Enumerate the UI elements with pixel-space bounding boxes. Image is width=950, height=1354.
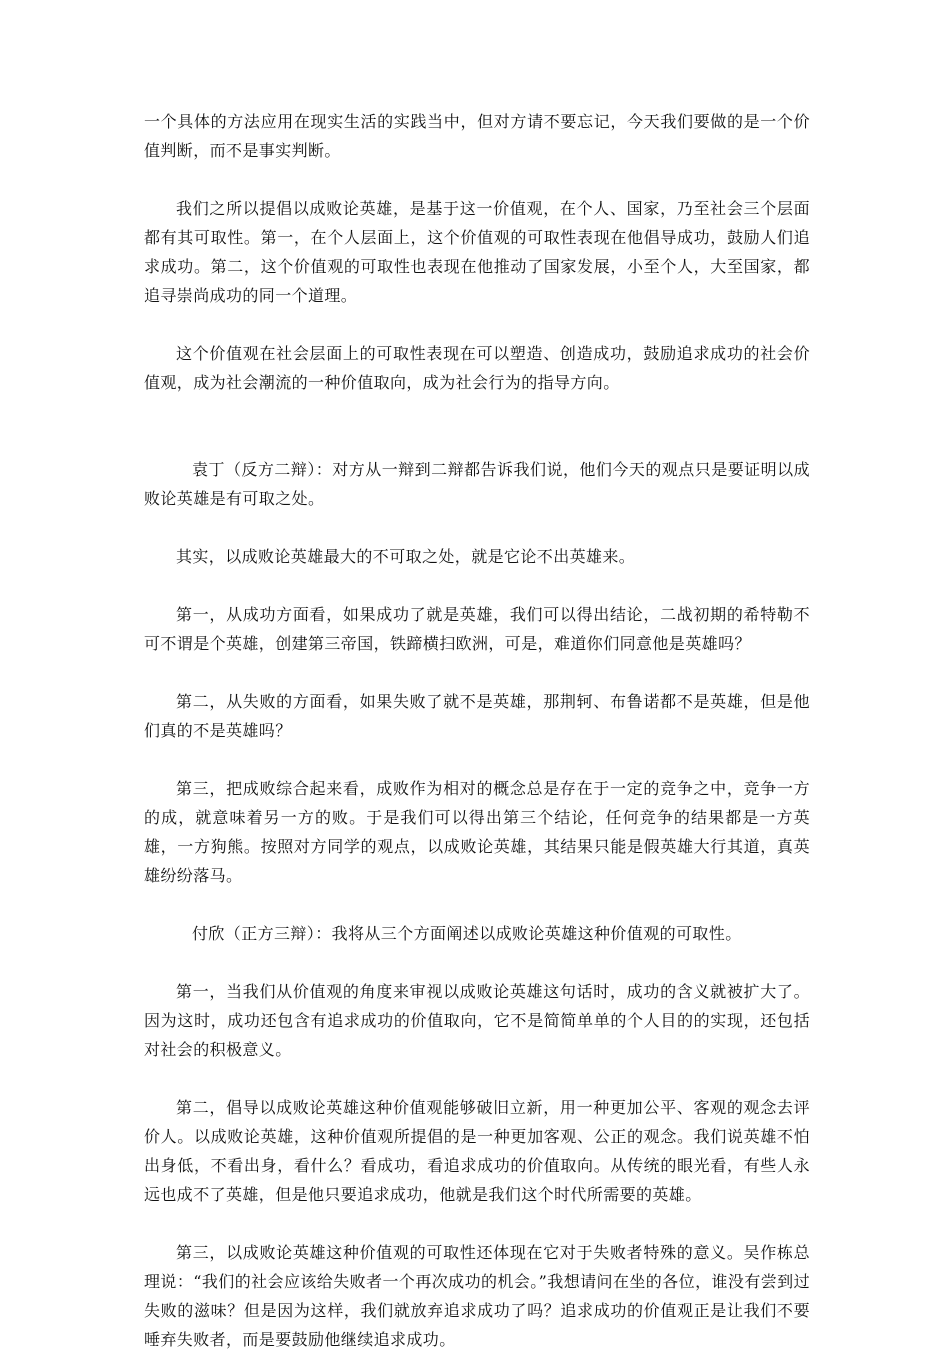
paragraph-gap: [144, 948, 810, 977]
paragraph-gap: [144, 1209, 810, 1238]
paragraph-fu-third: 第三，以成败论英雄这种价值观的可取性还体现在它对于失败者特殊的意义。吴作栋总理说：“我们的社会应该给失败者一个再次成功的机会。”我想请问在坐的各位，谁没有尝到过失败的滋味？但是因为这样，我们就放弃追求成功了吗？追求成功的价值观正是让我们不要唾弃失败者，而是要鼓励他继续追求成功。: [144, 1243, 810, 1349]
paragraph-gap: [144, 165, 810, 194]
paragraph-gap: [144, 890, 810, 919]
paragraph-gap: [144, 513, 810, 542]
paragraph-gap: [144, 658, 810, 687]
paragraph-third-point: 第三，把成败综合起来看，成败作为相对的概念总是存在于一定的竞争之中，竞争一方的成，就意味着另一方的败。于是我们可以得出第三个结论，任何竞争的结果都是一方英雄，一方狗熊。按照对方同学的观点，以成败论英雄，其结果只能是假英雄大行其道，真英雄纷纷落马。: [144, 779, 810, 885]
speaker-paragraph-yuan-ding: 袁丁（反方二辩）：对方从一辩到二辩都告诉我们说，他们今天的观点只是要证明以成败论英雄是有可取之处。: [144, 460, 810, 508]
paragraph-no-heroes: 其实，以成败论英雄最大的不可取之处，就是它论不出英雄来。: [176, 547, 636, 566]
paragraph-gap: [144, 745, 810, 774]
paragraph-value-levels: 我们之所以提倡以成败论英雄，是基于这一价值观，在个人、国家，乃至社会三个层面都有其可取性。第一，在个人层面上，这个价值观的可取性表现在他倡导成功，鼓励人们追求成功。第二，这个价值观的可取性也表现在他推动了国家发展，小至个人，大至国家，都追寻崇尚成功的同一个道理。: [144, 199, 810, 305]
paragraph-gap: [144, 571, 810, 600]
paragraph-fu-second: 第二，倡导以成败论英雄这种价值观能够破旧立新，用一种更加公平、客观的观念去评价人。以成败论英雄，这种价值观所提倡的是一种更加客观、公正的观念。我们说英雄不怕出身低，不看出身，看什么？看成功，看追求成功的价值取向。从传统的眼光看，有些人永远也成不了英雄，但是他只要追求成功，他就是我们这个时代所需要的英雄。: [144, 1098, 810, 1204]
paragraph-social-level: 这个价值观在社会层面上的可取性表现在可以塑造、创造成功，鼓励追求成功的社会价值观，成为社会潮流的一种价值取向，成为社会行为的指导方向。: [144, 344, 810, 392]
paragraph-continuation: 一个具体的方法应用在现实生活的实践当中，但对方请不要忘记，今天我们要做的是一个价值判断，而不是事实判断。: [144, 112, 810, 160]
section-gap: [144, 397, 810, 455]
paragraph-gap: [144, 310, 810, 339]
speaker-paragraph-fu-xin: 付欣（正方三辩）：我将从三个方面阐述以成败论英雄这种价值观的可取性。: [192, 924, 742, 943]
paragraph-fu-first: 第一，当我们从价值观的角度来审视以成败论英雄这句话时，成功的含义就被扩大了。因为这时，成功还包含有追求成功的价值取向，它不是简简单单的个人目的的实现，还包括对社会的积极意义。: [144, 982, 810, 1059]
paragraph-gap: [144, 1064, 810, 1093]
document-page: [144, 107, 810, 1354]
paragraph-second-point: 第二，从失败的方面看，如果失败了就不是英雄，那荆轲、布鲁诺都不是英雄，但是他们真的不是英雄吗？: [144, 692, 810, 740]
paragraph-first-point: 第一，从成功方面看，如果成功了就是英雄，我们可以得出结论，二战初期的希特勒不可不谓是个英雄，创建第三帝国，铁蹄横扫欧洲，可是，难道你们同意他是英雄吗？: [144, 605, 810, 653]
